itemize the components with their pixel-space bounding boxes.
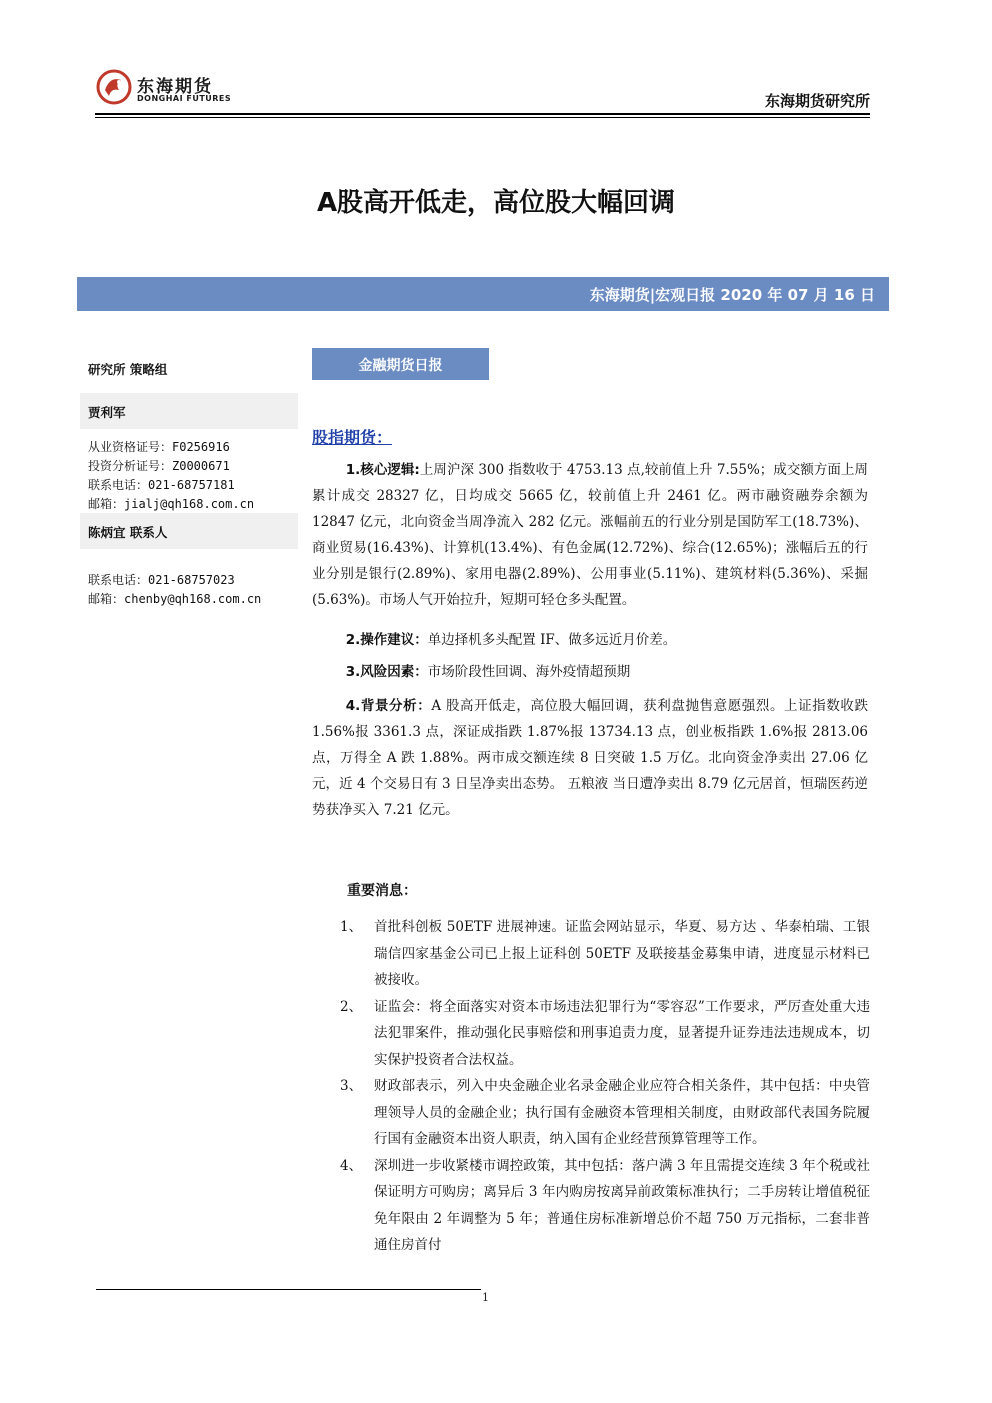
logo-text-en: DONGHAI FUTURES: [137, 94, 232, 103]
news-text: 证监会：将全面落实对资本市场违法犯罪行为“零容忍”工作要求，严厉查处重大违法犯罪案件，推动强化民事赔偿和刑事追责力度，显著提升证券违法违规成本，切实保护投资者合法权益。: [374, 998, 870, 1068]
list-item: [340, 1073, 870, 1153]
operation-advice-paragraph: [312, 627, 868, 653]
news-text: 首批科创板 50ETF 进展神速。证监会网站显示，华夏、易方达 、华泰柏瑞、工银瑞信四家基金公司已上报上证科创 50ETF 及联接基金募集申请，进度显示材料已被接收。: [374, 919, 870, 988]
point-label: 4.背景分析：: [345, 698, 432, 714]
core-logic-paragraph: [312, 457, 868, 613]
department-label: 研究所 策略组: [88, 362, 168, 377]
news-text: 深圳进一步收紧楼市调控政策，其中包括：落户满 3 年且需提交连续 3 年个税或社保证明方可购房；离异后 3 年内购房按离异前政策标准执行；二手房转让增值税征免年限由 2 年调整为 5 年；普通住房标准新增总价不超 750 万元指标，二套非普通住房首付: [374, 1157, 870, 1253]
dragon-logo-icon: [95, 68, 133, 106]
point-text: 单边择机多头配置 IF、做多远近月价差。: [427, 632, 677, 648]
analyst-license: 投资分析证号：Z0000671: [88, 459, 230, 473]
list-item: [340, 914, 870, 994]
point-text: A 股高开低走，高位股大幅回调，获利盘抛售意愿强烈。上证指数收跌 1.56%报 3361.3 点，深证成指跌 1.87%报 13734.13 点，创业板指跌 1.6%报 2813.06 点，万得全 A 跌 1.88%。两市成交额连续 8 日突破 1.5 万亿。北向资金净卖出 27.06 亿元，近 4 个交易日有 3 日呈净卖出态势。 五粮液 当日遭净卖出 8.79 亿元居首，恒瑞医药逆势获净买入 7.21 亿元。: [312, 698, 868, 818]
news-heading: 重要消息：: [347, 883, 417, 899]
company-logo: [95, 68, 235, 108]
report-banner: [77, 277, 889, 311]
analyst-header: [80, 393, 298, 429]
point-label: 3.风险因素：: [345, 664, 428, 680]
background-analysis-paragraph: [312, 693, 868, 823]
risk-factors-paragraph: [312, 659, 868, 685]
news-number: 2、: [340, 998, 363, 1015]
point-text: 上周沪深 300 指数收于 4753.13 点,较前值上升 7.55%；成交额方面上周累计成交 28327 亿，日均成交 5665 亿，较前值上升 2461 亿。两市融资融券余额为 12847 亿元，北向资金当周净流入 282 亿元。涨幅前五的行业分别是国防军工(18.73%)、商业贸易(16.43%)、计算机(13.4%)、有色金属(12.72%)、综合(12.65%)；涨幅后五的行业分别是银行(2.89%)、家用电器(2.89%)、公用事业(5.11%)、建筑材料(5.36%)、采掘(5.63%)。市场人气开始拉升，短期可轻仓多头配置。: [312, 462, 868, 608]
section-tag-label: 金融期货日报: [358, 358, 443, 374]
point-label: 1.核心逻辑:: [345, 462, 420, 478]
news-number: 3、: [340, 1078, 363, 1094]
page-number: 1: [482, 1291, 489, 1304]
list-item: [340, 994, 870, 1074]
point-label: 2.操作建议：: [345, 632, 428, 648]
list-item: [340, 1153, 870, 1259]
document-title: A股高开低走，高位股大幅回调: [316, 188, 676, 218]
header-rule: [95, 113, 870, 115]
point-text: 市场阶段性回调、海外疫情超预期: [427, 664, 631, 680]
contact-name: 陈炳宜 联系人: [88, 525, 168, 540]
news-text: 财政部表示，列入中央金融企业名录金融企业应符合相关条件，其中包括：中央管理领导人员的金融企业；执行国有金融资本管理相关制度，由财政部代表国务院履行国有金融资本出资人职责，纳入国有企业经营预算管理等工作。: [374, 1078, 870, 1147]
stock-index-futures-heading: 股指期货：: [312, 428, 393, 447]
section-tag: [312, 348, 489, 380]
contact-phone: 联系电话：021-68757023: [88, 573, 235, 587]
contact-email: 邮箱：chenby@qh168.com.cn: [88, 592, 262, 606]
analyst-name: 贾利军: [88, 405, 126, 420]
institute-name: 东海期货研究所: [764, 92, 870, 110]
footer-rule: [96, 1289, 481, 1290]
news-list: [340, 914, 870, 1259]
news-number: 1、: [340, 919, 363, 935]
news-number: 4、: [340, 1157, 363, 1174]
analyst-email: 邮箱：jialj@qh168.com.cn: [88, 497, 255, 511]
analyst-phone: 联系电话：021-68757181: [88, 478, 235, 492]
analyst-qualification: 从业资格证号：F0256916: [88, 440, 230, 454]
header-rule-thin: [95, 117, 870, 118]
logo-text-cn: 东海期货: [137, 77, 213, 97]
banner-text: 东海期货|宏观日报 2020 年 07 月 16 日: [589, 286, 875, 304]
contact-header: [80, 513, 298, 549]
